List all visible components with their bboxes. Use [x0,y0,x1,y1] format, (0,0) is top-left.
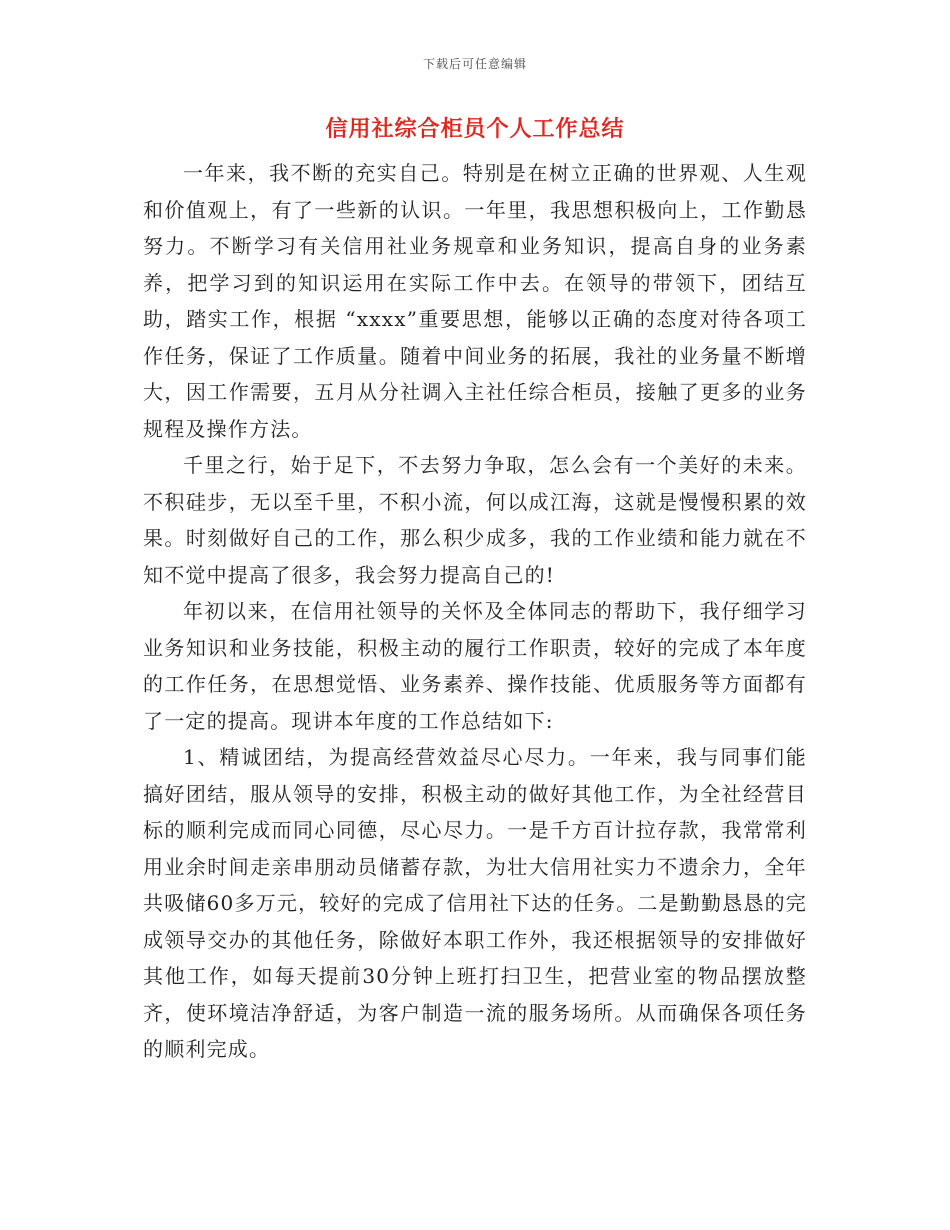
paragraph-4: 1、精诚团结，为提高经营效益尽心尽力。一年来，我与同事们能搞好团结，服从领导的安排，积极主动的做好其他工作，为全社经营目标的顺利完成而同心同德，尽心尽力。一是千方百计拉存款，我常常利用业余时间走亲串朋动员储蓄存款，为壮大信用社实力不遗余力，全年共吸储60多万元，较好的完成了信用社下达的任务。二是勤勤恳恳的完成领导交办的其他任务，除做好本职工作外，我还根据领导的安排做好其他工作，如每天提前30分钟上班打扫卫生，把营业室的物品摆放整齐，使环境洁净舒适，为客户制造一流的服务场所。从而确保各项任务的顺利完成。 [143,745,807,1061]
page-title: 信用社综合柜员个人工作总结 [325,116,625,142]
paragraph-2: 千里之行，始于足下，不去努力争取，怎么会有一个美好的未来。不积硅步，无以至千里，不积小流，何以成江海，这就是慢慢积累的效果。时刻做好自己的工作，那么积少成多，我的工作业绩和能力就在不知不觉中提高了很多，我会努力提高自己的! [143,453,807,587]
paragraph-1: 一年来，我不断的充实自己。特别是在树立正确的世界观、人生观和价值观上，有了一些新的认识。一年里，我思想积极向上，工作勤恳努力。不断学习有关信用社业务规章和业务知识，提高自身的业务素养，把学习到的知识运用在实际工作中去。在领导的带领下，团结互助，踏实工作，根据 “xxxx”重要思想，能够以正确的态度对待各项工作任务，保证了工作质量。随着中间业务的拓展，我社的业务量不断增大，因工作需要，五月从分社调入主社任综合柜员，接触了更多的业务规程及操作方法。 [143,161,807,441]
header-note: 下载后可任意编辑 [422,57,527,71]
paragraph-3: 年初以来，在信用社领导的关怀及全体同志的帮助下，我仔细学习业务知识和业务技能，积极主动的履行工作职责，较好的完成了本年度的工作任务，在思想觉悟、业务素养、操作技能、优质服务等方面都有了一定的提高。现讲本年度的工作总结如下: [143,599,807,733]
document-body [143,155,807,1068]
